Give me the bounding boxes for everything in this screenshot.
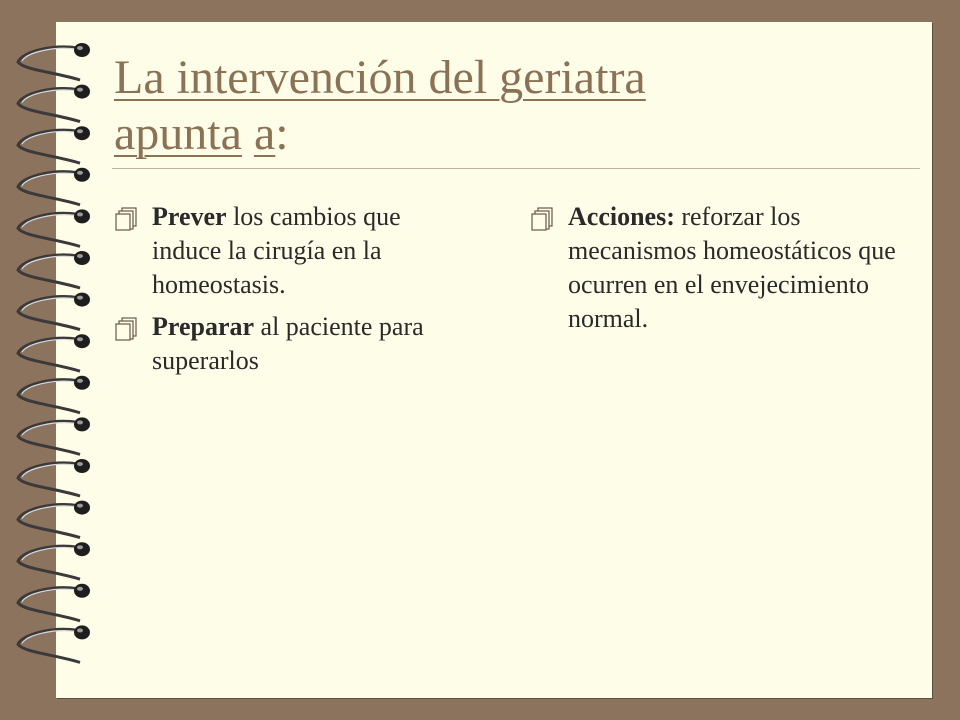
title-word-apunta: apunta xyxy=(114,107,242,160)
spiral-ring-icon xyxy=(18,168,90,205)
spiral-ring-icon xyxy=(18,501,90,538)
spiral-ring-icon xyxy=(18,625,90,662)
title-word-a: a xyxy=(253,107,276,160)
title-divider xyxy=(112,168,920,169)
left-column xyxy=(114,200,474,386)
spiral-ring-icon xyxy=(18,209,90,246)
bullet-text: los cambios que induce la cirugía en la homeostasis. xyxy=(152,202,401,299)
bullet-text: al paciente para superarlos xyxy=(152,312,424,375)
spiral-ring-icon xyxy=(18,417,90,454)
spiral-ring-icon xyxy=(18,542,90,579)
right-column xyxy=(530,200,910,344)
spiral-ring-icon xyxy=(18,43,90,80)
notepad-bullet-icon xyxy=(530,206,556,232)
bullet-item xyxy=(530,200,910,336)
spiral-ring-icon xyxy=(18,85,90,122)
title-colon: : xyxy=(275,107,289,160)
bullet-bold: Preparar xyxy=(152,312,255,341)
spiral-ring-icon xyxy=(18,293,90,330)
spiral-ring-icon xyxy=(18,584,90,621)
spiral-ring-icon xyxy=(18,334,90,371)
bullet-item xyxy=(114,200,474,302)
bullet-bold: Prever xyxy=(152,202,227,231)
spiral-ring-icon xyxy=(18,459,90,496)
title-line-1: La intervención del geriatra xyxy=(114,51,646,104)
spiral-binding xyxy=(0,0,120,720)
bullet-item xyxy=(114,310,474,378)
spiral-ring-icon xyxy=(18,251,90,288)
slide-title xyxy=(114,50,894,162)
spiral-ring-icon xyxy=(18,376,90,413)
spiral-ring-icon xyxy=(18,126,90,163)
notepad-bullet-icon xyxy=(114,206,140,232)
bullet-text: reforzar los mecanismos homeostáticos que ocurren en el envejecimiento normal. xyxy=(568,202,896,333)
bullet-bold: Acciones: xyxy=(568,202,675,231)
notepad-bullet-icon xyxy=(114,316,140,342)
